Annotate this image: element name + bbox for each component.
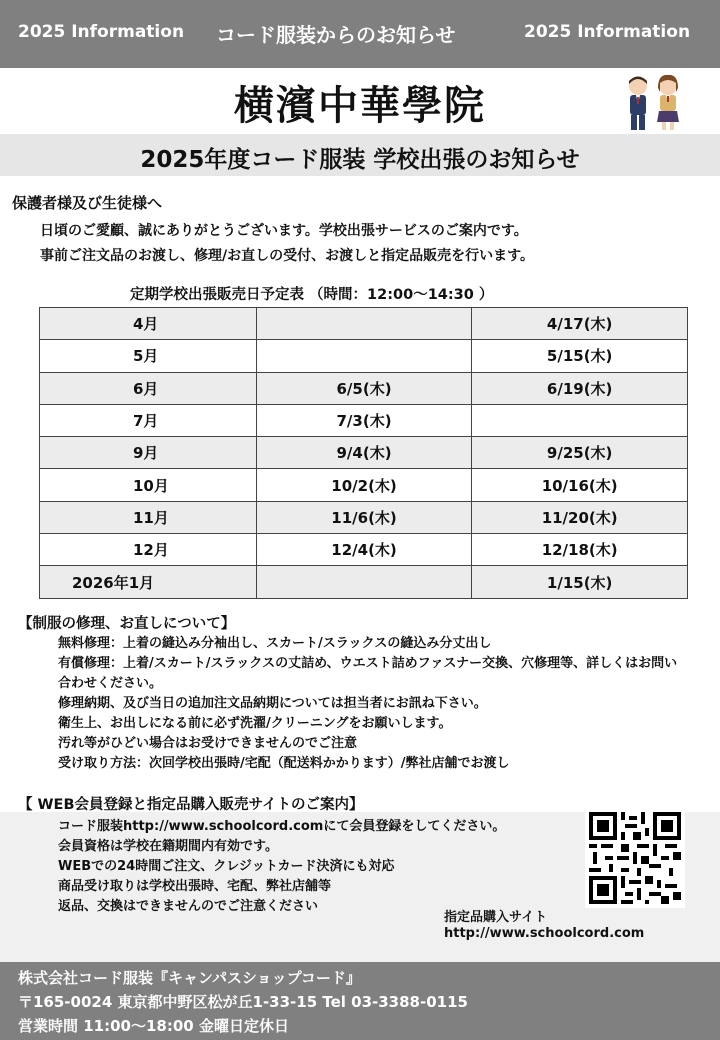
second-date-cell: 1/15(木) — [472, 566, 688, 598]
repair-notes — [58, 634, 688, 774]
month-cell: 4月 — [40, 308, 257, 340]
month-cell: 2026年1月 — [40, 566, 257, 598]
purchase-site-url[interactable]: http://www.schoolcord.com — [444, 926, 645, 941]
footer — [0, 962, 720, 1040]
table-row — [40, 372, 688, 404]
table-row — [40, 437, 688, 469]
second-date-cell: 9/25(木) — [472, 437, 688, 469]
first-date-cell: 6/5(木) — [256, 372, 472, 404]
students-illustration-icon — [618, 72, 688, 134]
web-line: 商品受け取りは学校出張時、宅配、弊社店舗等 — [58, 879, 332, 894]
repair-line: 衛生上、お出しになる前に必ず洗濯/クリーニングをお願いします。 — [58, 716, 452, 731]
repair-line: 汚れ等がひどい場合はお受けできませんのでご注意 — [58, 736, 358, 751]
web-line: 会員資格は学校在籍期間内有効です。 — [58, 839, 278, 854]
company-name: 株式会社コード服装『キャンパスショップコード』 — [18, 969, 361, 987]
first-date-cell: 12/4(木) — [256, 534, 472, 566]
web-line: 返品、交換はできませんのでご注意ください — [58, 899, 319, 914]
repair-line: 受け取り方法：次回学校出張時/宅配（配送料かかります）/弊社店舗でお渡し — [58, 756, 510, 771]
table-row — [40, 566, 688, 598]
first-date-cell — [256, 340, 472, 372]
month-cell: 6月 — [40, 372, 257, 404]
repair-line: 修理納期、及び当日の追加注文品納期については担当者にお訊ね下さい。 — [58, 696, 487, 711]
repair-section-title: 【制服の修理、お直しについて】 — [18, 616, 236, 632]
table-row — [40, 308, 688, 340]
header-right-label: 2025 Information — [524, 22, 691, 42]
second-date-cell: 4/17(木) — [472, 308, 688, 340]
web-line: コード服装http://www.schoolcord.comにて会員登録をしてください。 — [58, 819, 506, 834]
first-date-cell — [256, 308, 472, 340]
web-line: WEBでの24時間ご注文、クレジットカード決済にも対応 — [58, 859, 395, 874]
second-date-cell: 11/20(木) — [472, 501, 688, 533]
schedule-title: 定期学校出張販売日予定表 （時間：12:00〜14:30 ） — [130, 287, 494, 303]
repair-line: 無料修理：上着の縫込み分袖出し、スカート/スラックスの縫込み分丈出し — [58, 636, 492, 651]
web-section-title: 【 WEB会員登録と指定品購入販売サイトのご案内】 — [18, 797, 364, 813]
table-row — [40, 534, 688, 566]
schedule-table — [39, 307, 688, 599]
table-row — [40, 340, 688, 372]
purchase-site-label: 指定品購入サイト — [444, 910, 548, 925]
table-row — [40, 501, 688, 533]
header-center-title: コード服装からのお知らせ — [216, 23, 456, 47]
greeting: 保護者様及び生徒様へ — [12, 194, 163, 212]
qr-code-icon[interactable] — [585, 808, 685, 908]
second-date-cell — [472, 404, 688, 436]
first-date-cell: 10/2(木) — [256, 469, 472, 501]
month-cell: 12月 — [40, 534, 257, 566]
page-subtitle: 2025年度コード服装 学校出張のお知らせ — [140, 147, 580, 173]
month-cell: 10月 — [40, 469, 257, 501]
month-cell: 5月 — [40, 340, 257, 372]
table-row — [40, 469, 688, 501]
business-hours: 営業時間 11:00〜18:00 金曜日定休日 — [18, 1017, 289, 1035]
school-name: 横濱中華學院 — [234, 82, 486, 129]
table-row — [40, 404, 688, 436]
month-cell: 9月 — [40, 437, 257, 469]
intro-line-2: 事前ご注文品のお渡し、修理/お直しの受付、お渡しと指定品販売を行います。 — [40, 248, 534, 264]
first-date-cell: 7/3(木) — [256, 404, 472, 436]
first-date-cell: 9/4(木) — [256, 437, 472, 469]
second-date-cell: 10/16(木) — [472, 469, 688, 501]
repair-line: 有償修理：上着/スカート/スラックスの丈詰め、ウエスト詰めファスナー交換、穴修理等、詳しくはお問い合わせください。 — [58, 656, 678, 691]
top-banner — [0, 0, 720, 68]
second-date-cell: 12/18(木) — [472, 534, 688, 566]
second-date-cell: 5/15(木) — [472, 340, 688, 372]
first-date-cell: 11/6(木) — [256, 501, 472, 533]
second-date-cell: 6/19(木) — [472, 372, 688, 404]
company-address: 〒165-0024 東京都中野区松が丘1-33-15 Tel 03-3388-0115 — [18, 993, 468, 1011]
first-date-cell — [256, 566, 472, 598]
intro-line-1: 日頃のご愛顧、誠にありがとうございます。学校出張サービスのご案内です。 — [40, 223, 528, 239]
month-cell: 7月 — [40, 404, 257, 436]
month-cell: 11月 — [40, 501, 257, 533]
header-left-label: 2025 Information — [18, 22, 185, 42]
